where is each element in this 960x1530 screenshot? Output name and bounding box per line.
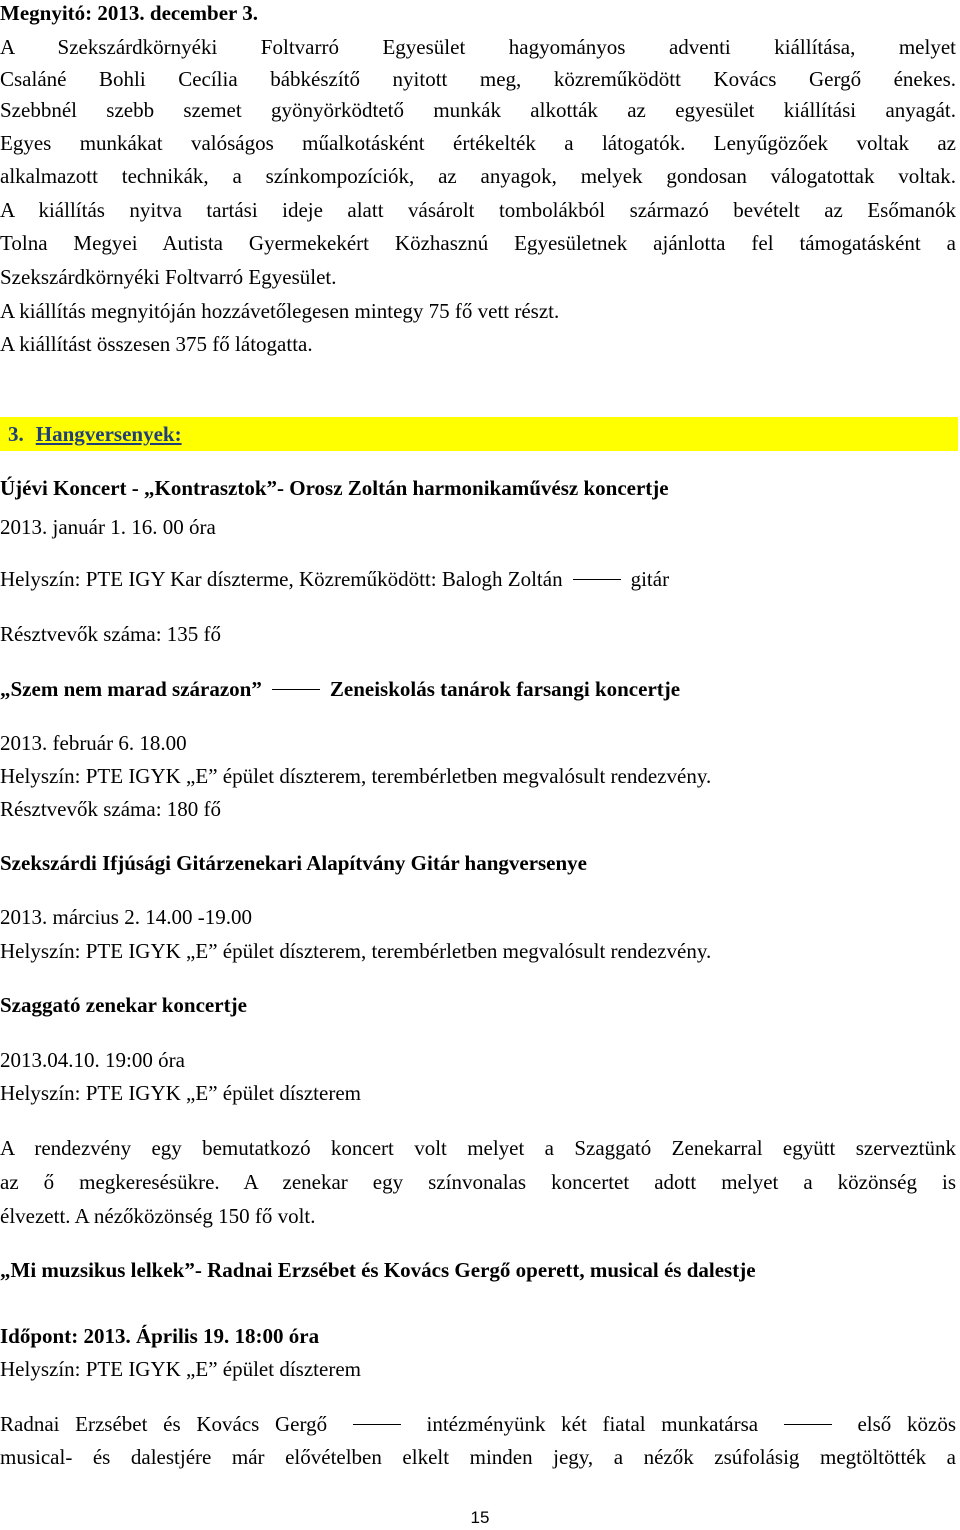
event-participants: Résztvevők száma: 180 fő — [0, 797, 222, 821]
event-participants: Résztvevők száma: 135 fő — [0, 622, 222, 646]
event-description-line: élvezett. A nézőközönség 150 fő volt. — [0, 1204, 316, 1228]
event-title: Újévi Koncert - „Kontrasztok”- Orosz Zoltán harmonikaművész koncertje — [0, 476, 669, 500]
event-venue: Helyszín: PTE IGYK „E” épület díszterem — [0, 1357, 361, 1381]
section-title: Hangversenyek: — [35, 422, 182, 446]
opening-text-line: Egyes munkákat valóságos műalkotásként értékelték a látogatók. Lenyűgözőek voltak az — [0, 131, 956, 155]
event-date: 2013. március 2. 14.00 -19.00 — [0, 905, 252, 929]
event-title — [0, 676, 956, 702]
event-venue-text: Helyszín: PTE IGY Kar díszterme, Közreműködött: Balogh Zoltán — [0, 567, 563, 591]
event-time: Időpont: 2013. Április 19. 18:00 óra — [0, 1324, 320, 1348]
dash-separator — [573, 579, 621, 580]
opening-text-line: Tolna Megyei Autista Gyermekekért Közhasznú Egyesületnek ajánlotta fel támogatásként a — [0, 231, 956, 255]
dash-separator — [272, 689, 320, 690]
event-title-part: „Szem nem marad szárazon” — [0, 677, 262, 701]
event-title: Szaggató zenekar koncertje — [0, 993, 247, 1017]
event-description-part: Radnai Erzsébet és Kovács Gergő — [0, 1412, 328, 1436]
event-venue-role: gitár — [630, 567, 670, 591]
event-venue: Helyszín: PTE IGYK „E” épület díszterem, terembérletben megvalósult rendezvény. — [0, 764, 712, 788]
opening-text-line: Szekszárdkörnyéki Foltvarró Egyesület. — [0, 265, 337, 289]
event-description-line: musical- és dalestjére már elővételben elkelt minden jegy, a nézők zsúfolásig megtöltötték a — [0, 1445, 956, 1469]
opening-text-line: A kiállítást összesen 375 fő látogatta. — [0, 332, 313, 356]
event-title-part: Zeneiskolás tanárok farsangi koncertje — [329, 677, 681, 701]
event-venue: Helyszín: PTE IGYK „E” épület díszterem, terembérletben megvalósult rendezvény. — [0, 939, 712, 963]
opening-text-line: A kiállítás megnyitóján hozzávetőlegesen mintegy 75 fő vett részt. — [0, 299, 560, 323]
event-title: Szekszárdi Ifjúsági Gitárzenekari Alapítvány Gitár hangversenye — [0, 851, 588, 875]
opening-text-line: A kiállítás nyitva tartási ideje alatt vásárolt tombolákból származó bevételt az Esőmanók — [0, 198, 956, 222]
opening-date-heading: Megnyitó: 2013. december 3. — [0, 1, 258, 25]
opening-text-line: Szebbnél szebb szemet gyönyörködtető munkák alkották az egyesület kiállítási anyagát. — [0, 98, 956, 122]
event-description-line — [0, 1411, 956, 1437]
event-date: 2013. február 6. 18.00 — [0, 731, 187, 755]
event-description-part: első közös — [857, 1412, 956, 1436]
event-date: 2013. január 1. 16. 00 óra — [0, 515, 216, 539]
event-venue: Helyszín: PTE IGYK „E” épület díszterem — [0, 1081, 361, 1105]
page-number: 15 — [470, 1508, 490, 1527]
event-description-line: az ő megkeresésükre. A zenekar egy színvonalas koncertet adott melyet a közönség is — [0, 1170, 956, 1194]
opening-text-line: A Szekszárdkörnyéki Foltvarró Egyesület hagyományos adventi kiállítása, melyet — [0, 35, 956, 59]
event-venue — [0, 566, 956, 592]
event-description-part: intézményünk két fiatal munkatársa — [426, 1412, 759, 1436]
dash-separator — [784, 1424, 832, 1425]
event-date: 2013.04.10. 19:00 óra — [0, 1048, 185, 1072]
section-number: 3. — [8, 422, 24, 446]
dash-separator — [353, 1424, 401, 1425]
section-heading — [8, 421, 182, 447]
opening-text-line: Csaláné Bohli Cecília bábkészítő nyitott meg, közreműködött Kovács Gergő énekes. — [0, 67, 956, 91]
opening-text-line: alkalmazott technikák, a színkompozíciók, az anyagok, melyek gondosan válogatottak voltak. — [0, 164, 956, 188]
event-description-line: A rendezvény egy bemutatkozó koncert volt melyet a Szaggató Zenekarral együtt szerveztünk — [0, 1136, 956, 1160]
event-title: „Mi muzsikus lelkek”- Radnai Erzsébet és Kovács Gergő operett, musical és dalestje — [0, 1258, 756, 1282]
